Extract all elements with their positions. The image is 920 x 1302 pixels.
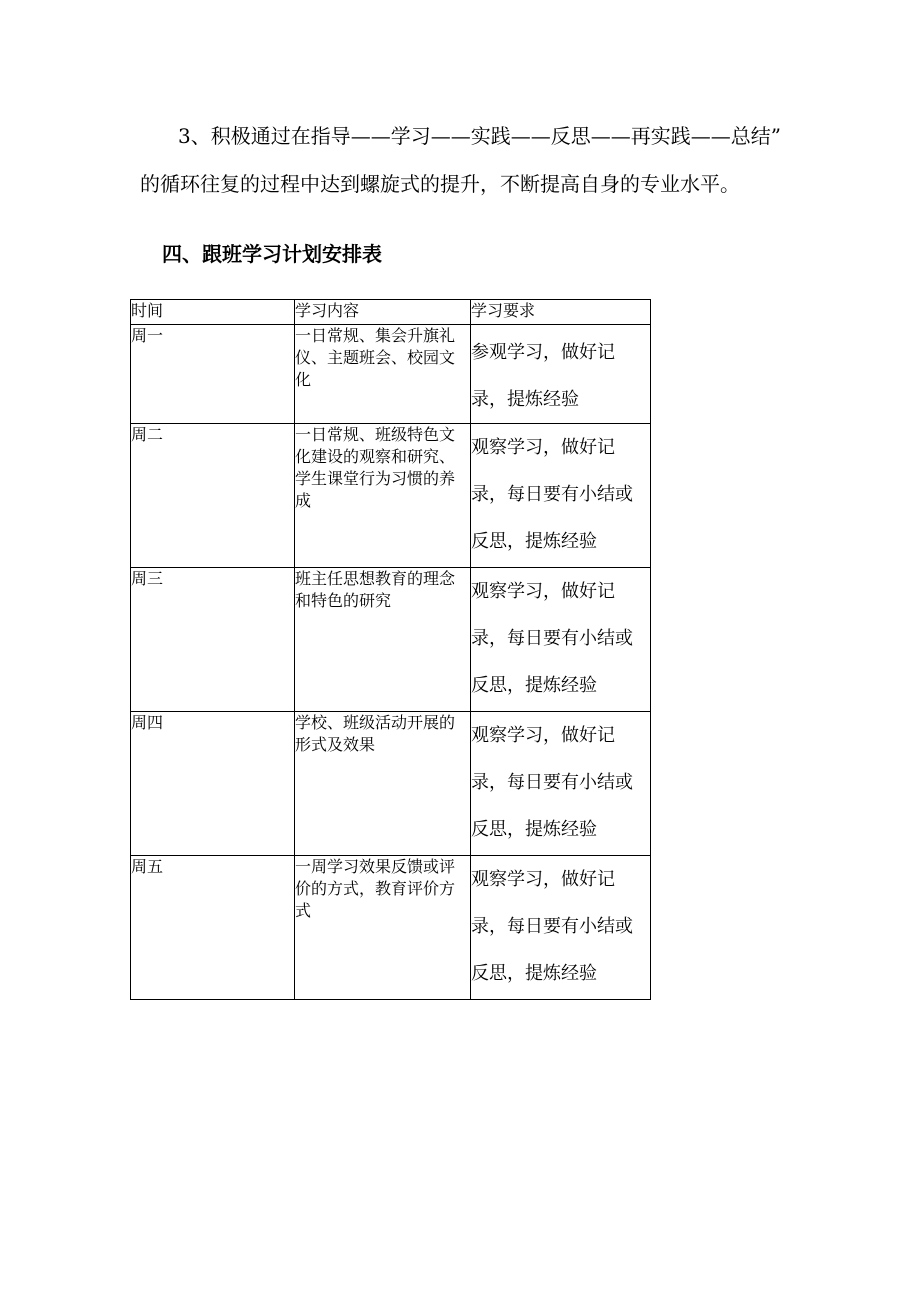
- cell-requirement: 观察学习，做好记录，每日要有小结或反思，提炼经验: [471, 424, 651, 568]
- cell-time: 周五: [131, 856, 295, 1000]
- cell-content: 学校、班级活动开展的形式及效果: [295, 712, 471, 856]
- table-row: [131, 712, 651, 856]
- section-heading: 四、跟班学习计划安排表: [162, 242, 382, 266]
- cell-time: 周一: [131, 325, 295, 424]
- header-requirement: 学习要求: [471, 300, 651, 325]
- header-time: 时间: [131, 300, 295, 325]
- cell-requirement: 观察学习，做好记录，每日要有小结或反思，提炼经验: [471, 856, 651, 1000]
- table-row: [131, 856, 651, 1000]
- cell-requirement: 观察学习，做好记录，每日要有小结或反思，提炼经验: [471, 568, 651, 712]
- table-row: [131, 568, 651, 712]
- table-header-row: [131, 300, 651, 325]
- cell-requirement: 参观学习，做好记录，提炼经验: [471, 325, 651, 424]
- paragraph-line-2: 的循环往复的过程中达到螺旋式的提升，不断提高自身的专业水平。: [140, 172, 740, 196]
- study-plan-table: [130, 299, 651, 1000]
- cell-time: 周四: [131, 712, 295, 856]
- paragraph-line-1: 3、积极通过在指导——学习——实践——反思——再实践——总结”: [178, 124, 781, 148]
- cell-time: 周二: [131, 424, 295, 568]
- table-row: [131, 325, 651, 424]
- cell-content: 班主任思想教育的理念和特色的研究: [295, 568, 471, 712]
- body-paragraph: [140, 112, 800, 208]
- cell-requirement: 观察学习，做好记录，每日要有小结或反思，提炼经验: [471, 712, 651, 856]
- cell-content: 一日常规、集会升旗礼仪、主题班会、校园文化: [295, 325, 471, 424]
- header-content: 学习内容: [295, 300, 471, 325]
- cell-content: 一周学习效果反馈或评价的方式，教育评价方式: [295, 856, 471, 1000]
- table-row: [131, 424, 651, 568]
- cell-content: 一日常规、班级特色文化建设的观察和研究、学生课堂行为习惯的养成: [295, 424, 471, 568]
- cell-time: 周三: [131, 568, 295, 712]
